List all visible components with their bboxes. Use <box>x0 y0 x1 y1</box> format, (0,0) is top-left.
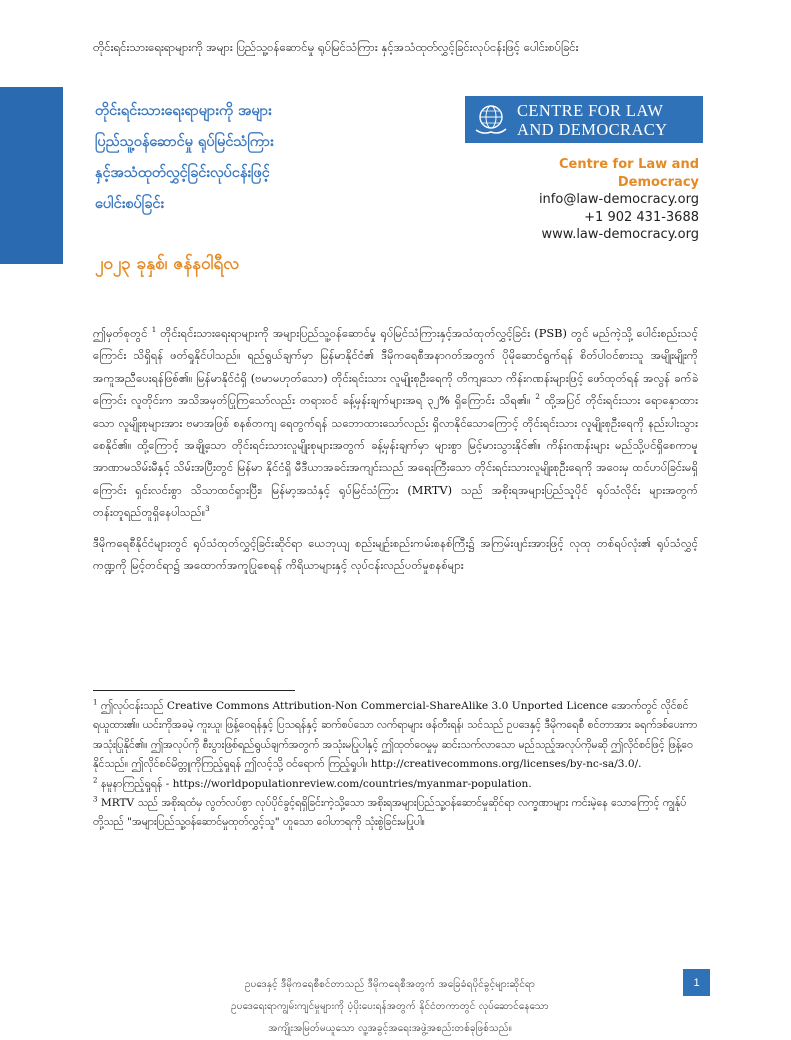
footnote-text: နမူနာကြည့်ရှုရန် - https://worldpopulationreview.com/countries/myanmar-population. <box>100 777 532 790</box>
footnote-text: MRTV သည် အစိုးရထံမှ လွတ်လပ်စွာ လုပ်ပိုင်ခွင့်ရရှိခြင်းကဲ့သို့သော အစိုးရအများပြည်သူ့ဝန်ဆောင်မှုဆိုင်ရာ လက္ခဏာများ ကင်းမဲ့နေ သောကြောင့် ကျွန်ုပ်တို့သည် "အများပြည်သူ့ဝန်ဆောင်မှုထုတ်လွှင့်သူ" ဟူသော ဝေါဟာရကို သုံးစွဲခြင်းမပြုပါ။ <box>93 797 687 829</box>
footnote-number: 1 <box>93 698 98 707</box>
footnote-number: 3 <box>93 795 98 804</box>
org-website[interactable]: www.law-democracy.org <box>541 227 699 242</box>
title-line: တိုင်းရင်းသားရေးရာများကို အများ <box>95 103 272 119</box>
org-name <box>539 156 699 191</box>
footnote <box>93 697 698 775</box>
footnote <box>93 775 698 794</box>
page-footer <box>150 974 630 1040</box>
org-email[interactable]: info@law-democracy.org <box>538 192 699 207</box>
text-run: တိုင်းရင်းသားရေးရာများကို အများပြည်သူ့ဝန်ဆောင်မှု ရုပ်မြင်သံကြားနှင့်အသံထုတ်လွှင့်ခြင်း (PSB) တွင် မည်ကဲ့သို့ ပေါင်းစည်းသင့်ကြောင်း သိရှိရန် ဖတ်ရှုနိုင်ပါသည်။ ရည်ရွယ်ချက်မှာ မြန်မာနိုင်ငံ၏ ဒီမိုကရေစီအနာဂတ်အတွက် ပိုမိုဆောင်ရွက်ရန် စိတ်ပါဝင်စားသူ အမျိုးမျိုးကို အကူအညီပေးရန်ဖြစ်၏။ မြန်မာနိုင်ငံရှိ (ဗမာမဟုတ်သော) တိုင်းရင်းသား လူမျိုးစုဦးရေကို တိကျသော ကိန်းဂဏန်းများဖြင့် ဖော်ထုတ်ရန် အလွန် ခက်ခဲကြောင်း လူတိုင်းက အသိအမှတ်ပြုကြသော်လည်း တရားဝင် ခန့်မှန်းချက်များအရ ၃၂% ရှိကြောင်း သိရ၏။ <box>93 326 698 408</box>
title-line: နှင့်အသံထုတ်လွှင့်ခြင်းလုပ်ငန်းဖြင့် <box>95 165 270 181</box>
org-name-line: Democracy <box>617 174 699 190</box>
org-phone: +1 902 431-3688 <box>584 209 699 225</box>
footnote <box>93 794 698 833</box>
body-text <box>93 322 698 584</box>
document-title <box>95 96 425 220</box>
accent-bar <box>0 87 63 264</box>
text-run: ဤမှတ်စုတွင် <box>93 326 152 340</box>
logo-text-line: AND DEMOCRACY <box>517 119 668 139</box>
page-number: 1 <box>683 969 710 996</box>
logo-text-line: CENTRE FOR LAW <box>517 100 664 120</box>
org-name-line: Centre for Law and <box>558 157 699 172</box>
footnote-ref[interactable]: 3 <box>205 505 210 514</box>
footnote-divider <box>93 690 295 691</box>
footnote-ref[interactable]: 1 <box>151 326 157 335</box>
footnote-ref[interactable]: 2 <box>535 393 540 402</box>
footer-line: ဥပဒေရေးရာကျွမ်းကျင်မှုများကို ပံ့ပိုးပေးရန်အတွက် နိုင်ငံတကာတွင် လုပ်ဆောင်နေသော <box>231 1001 549 1012</box>
globe-hand-icon <box>473 102 509 138</box>
title-line: ပြည်သူ့ဝန်ဆောင်မှု ရုပ်မြင်သံကြား <box>95 134 274 150</box>
footer-line: အကျိုးအမြတ်မယူသော လူ့အခွင့်အရေးအဖွဲ့အစည်းတစ်ခုဖြစ်သည်။ <box>268 1023 512 1034</box>
paragraph: ဒီမိုကရေစီနိုင်ငံများတွင် ရုပ်သံထုတ်လွှင့်ခြင်းဆိုင်ရာ ယေဘုယျ စည်းမျဉ်းစည်းကမ်းစနစ်ကြီး၌ အကြမ်းဖျင်းအားဖြင့် လုထု တစ်ရပ်လုံး၏ ရုပ်သံလွှင့်ကဏ္ဍကို မြင့်တင်ရာ၌ အထောက်အကူပြုစေရန် ကိရိယာများနှင့် လုပ်ငန်းလည်ပတ်မှုစနစ်များ <box>93 535 698 573</box>
footnotes <box>93 697 698 833</box>
cld-logo <box>465 96 703 143</box>
paragraph <box>93 322 698 524</box>
footer-line: ဥပဒေနှင့် ဒီမိုကရေစီစင်တာသည် ဒီမိုကရေစီအတွက် အခြေခံရပိုင်ခွင့်များဆိုင်ရာ <box>244 979 536 990</box>
org-contact <box>539 156 699 244</box>
text-run: ထို့အပြင် တိုင်းရင်းသား ရောနှောထားသော လူမျိုးစုများအား ဗမာအဖြစ် စနစ်တကျ ရေတွက်ရန် သဘောထားသော်လည်း ရှိလာနိုင်သောကြောင့် တိုင်းရင်းသား လူမျိုးစုဦးရေကို နည်းပါးသွားစေနိုင်၏။ ထို့ကြောင့် အချို့သော တိုင်းရင်းသားလူမျိုးစုများအတွက် ခန့်မှန်းချက်မှာ များစွာ မြင့်မားသွားနိုင်၏။ ကိန်းဂဏန်းများ မည်သို့ပင်ရှိစေကာမူ အာဏာမသိမ်းမီနှင့် သိမ်းအပြီးတွင် မြန်မာ နိုင်ငံရှိ မီဒီယာအခင်းအကျင်းသည် အရေးကြီးသော တိုင်းရင်းသားလူမျိုးစုဦးရေကို အဝေးမှ ထင်ဟပ်ခြင်းမရှိကြောင်း ရှင်းလင်းစွာ သိသာထင်ရှားပြီး၊ မြန်မာ့အသံနှင့် ရုပ်မြင်သံကြား (MRTV) သည် အစိုးရအများပြည်သူပိုင် ရုပ်သံလိုင်း များအတွက် တန်းတူရည်တူရှိနေပါသည်။ <box>93 393 698 520</box>
running-header: တိုင်းရင်းသားရေးရာများကို အများ ပြည်သူ့ဝန်ဆောင်မှု ရုပ်မြင်သံကြား နှင့်အသံထုတ်လွှင့်ခြင်းလုပ်ငန်းဖြင့် ပေါင်းစပ်ခြင်း <box>93 40 579 54</box>
document-date: ၂၀၂၃ ခုနှစ်၊ ဇန်နဝါရီလ <box>95 254 240 274</box>
title-line: ပေါင်းစပ်ခြင်း <box>95 196 165 212</box>
footnote-text: ဤလုပ်ငန်းသည် Creative Commons Attribution-Non Commercial-ShareAlike 3.0 Unported Licence အောက်တွင် လိုင်စင်ရယူထား၏။ ယင်းကိုအခမဲ့ ကူးယူ၊ ဖြန့်ဝေရန်နှင့် ပြသရန်နှင့် ဆက်စပ်သော လက်ရာများ ဖန်တီးရန်၊ သင်သည် ဥပဒေနှင့် ဒီမိုကရေစီ စင်တာအား ခရက်ဒစ်ပေးကာ အသုံးပြုနိုင်၏။ ဤအလုပ်ကို စီးပွားဖြစ်ရည်ရွယ်ချက်အတွက် အသုံးမပြုပါနှင့် ဤထုတ်ဝေမှုမှ ဆင်းသက်လာသော မည်သည့်အလုပ်ကိုမဆို ဤလိုင်စင်ဖြင့် ဖြန့်ဝေနိုင်သည်။ ဤလိုင်စင်မိတ္တူကိုကြည့်ရှုရန် ဤလင့်သို့ ဝင်ရောက် ကြည့်ရှုပါ။ http://creativecommons.org/licenses/by-nc-sa/3.0/. <box>93 700 698 771</box>
footnote-number: 2 <box>93 776 98 785</box>
